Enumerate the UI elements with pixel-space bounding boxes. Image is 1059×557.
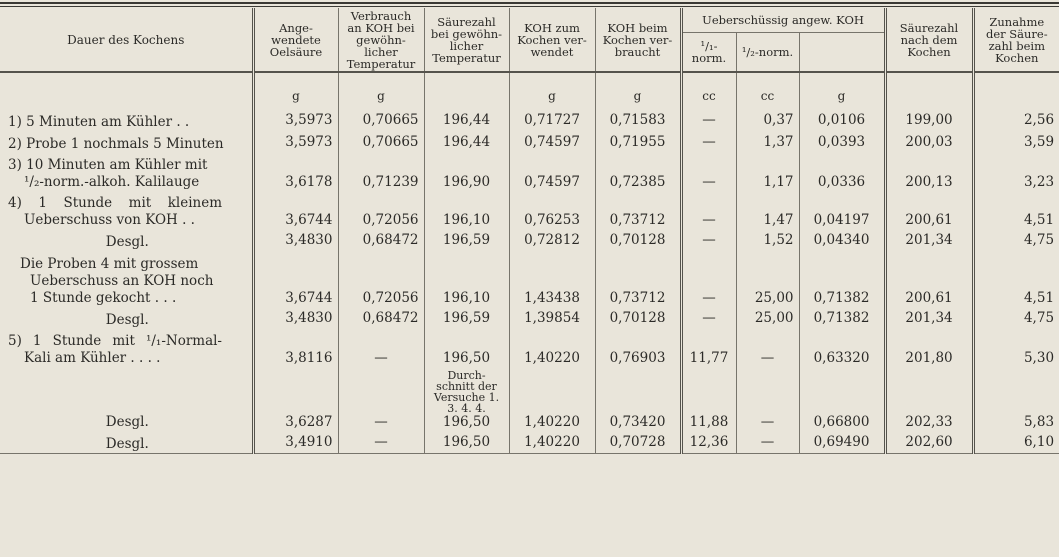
col-header-group-ueberschuss: Ueberschüssig angew. KOH xyxy=(681,8,885,33)
table-cell: 0,0393 xyxy=(799,131,885,153)
table-cell: 196,44 xyxy=(424,131,509,153)
table-cell: 4,51 xyxy=(1023,290,1055,306)
table-cell: 196,10 xyxy=(424,251,509,307)
units-cell xyxy=(424,72,509,109)
table-cell: 196,44 xyxy=(424,109,509,131)
table-cell: 0,72812 xyxy=(509,229,595,251)
table-cell: 3,5973 xyxy=(253,131,338,153)
table-row xyxy=(0,109,1059,131)
table-cell: 11,88 xyxy=(681,367,736,431)
units-cell: g xyxy=(799,72,885,109)
table-cell: 200,61 xyxy=(885,251,973,307)
table-cell: 0,37 xyxy=(736,109,799,131)
table-cell: 0,72385 xyxy=(595,153,681,191)
table-cell: 1,47 xyxy=(736,191,799,229)
table-cell: 3,5973 xyxy=(253,109,338,131)
table-row xyxy=(0,191,1059,229)
table-cell: 3,59 xyxy=(1023,133,1055,150)
row-label xyxy=(0,251,253,307)
table-cell: 0,71727 xyxy=(509,109,595,131)
table-cell: 0,71382 xyxy=(799,307,885,329)
table-row xyxy=(0,367,1059,431)
table-cell: 196,90 xyxy=(424,153,509,191)
table-cell: 3,4910 xyxy=(253,431,338,454)
table-row xyxy=(0,131,1059,153)
table-cell: 0,70665 xyxy=(338,131,424,153)
row-label: 2) Probe 1 nochmals 5 Minuten xyxy=(0,131,253,153)
table-cell: — xyxy=(338,431,424,454)
table-cell: 1,39854 xyxy=(509,307,595,329)
table-cell: 0,71382 xyxy=(799,251,885,307)
table-cell: 11,77 xyxy=(681,329,736,367)
units-cell: g xyxy=(595,72,681,109)
row-label: 1) 5 Minuten am Kühler . . xyxy=(0,109,253,131)
table-cell: 0,04197 xyxy=(799,191,885,229)
table-cell: — xyxy=(736,329,799,367)
table-cell: 25,00 xyxy=(736,307,799,329)
table-cell: 0,71955 xyxy=(595,131,681,153)
units-cell: g xyxy=(253,72,338,109)
table-cell: 3,4830 xyxy=(253,307,338,329)
col-header-zunahme: Zunahme der Säure- zahl beim Kochen xyxy=(973,8,1059,72)
results-table xyxy=(0,8,1059,454)
table-cell: 3,23 xyxy=(1023,174,1055,190)
table-cell: 0,73712 xyxy=(595,251,681,307)
table-row xyxy=(0,431,1059,454)
header-row xyxy=(0,8,1059,33)
table-row xyxy=(0,307,1059,329)
table-cell: 3,8116 xyxy=(253,329,338,367)
table-cell: 196,10 xyxy=(424,191,509,229)
table-cell: 1,43438 xyxy=(509,251,595,307)
table-cell: 0,72056 xyxy=(338,191,424,229)
table-cell: 3,4830 xyxy=(253,229,338,251)
row-label-line: Ueberschuss von KOH . . xyxy=(24,212,195,228)
col-header-dauer: Dauer des Kochens xyxy=(0,8,253,72)
row-label xyxy=(0,153,253,191)
table-row xyxy=(0,329,1059,367)
table-cell: 201,34 xyxy=(885,307,973,329)
table-cell: 200,61 xyxy=(885,191,973,229)
table-cell: — xyxy=(736,367,799,431)
table-cell: 200,03 xyxy=(885,131,973,153)
col-header-koh-verbraucht: KOH beim Kochen ver- braucht xyxy=(595,8,681,72)
table-row xyxy=(0,251,1059,307)
table-cell: 3,6287 xyxy=(253,367,338,431)
row-label xyxy=(0,191,253,229)
units-cell: cc xyxy=(681,72,736,109)
table-cell: 196,59 xyxy=(424,229,509,251)
col-header-saeurezahl: Säurezahl bei gewöhn- licher Temperatur xyxy=(424,8,509,72)
units-cell: g xyxy=(509,72,595,109)
table-cell: 1,40220 xyxy=(509,367,595,431)
row-label-line: ¹/₂-norm.-alkoh. Kalilauge xyxy=(24,174,200,190)
row-label-line: Die Proben 4 mit grossem xyxy=(20,256,199,272)
units-cell: cc xyxy=(736,72,799,109)
table-cell: — xyxy=(681,251,736,307)
table-cell: 0,70128 xyxy=(595,307,681,329)
col-header-verbrauch: Verbrauch an KOH bei gewöhn- licher Temperatur xyxy=(338,8,424,72)
table-cell: — xyxy=(338,329,424,367)
table-cell: — xyxy=(681,109,736,131)
table-cell: 196,59 xyxy=(424,307,509,329)
units-cell xyxy=(0,72,253,109)
table-cell: — xyxy=(338,367,424,431)
units-cell: g xyxy=(338,72,424,109)
table-cell: 5,83 xyxy=(1023,414,1055,430)
table-cell: — xyxy=(736,431,799,454)
top-rule xyxy=(0,2,1059,4)
table-cell: — xyxy=(681,307,736,329)
table-cell: 0,71239 xyxy=(338,153,424,191)
table-cell: 199,00 xyxy=(885,109,973,131)
table-cell: 0,72056 xyxy=(338,251,424,307)
row-label-line: Kali am Kühler . . . . xyxy=(24,350,161,366)
table-cell: 12,36 xyxy=(681,431,736,454)
col-header-norm-half: ¹/₂-norm. xyxy=(736,33,799,73)
table-cell-value: 196,50 xyxy=(442,414,491,430)
table-cell: 200,13 xyxy=(885,153,973,191)
col-header-oelsaeure: Ange- wendete Oelsäure xyxy=(253,8,338,72)
row-label xyxy=(0,329,253,367)
table-row xyxy=(0,229,1059,251)
table-cell: 0,63320 xyxy=(799,329,885,367)
row-label: Desgl. xyxy=(0,307,253,329)
table-cell: 0,76253 xyxy=(509,191,595,229)
table-cell: 1,17 xyxy=(736,153,799,191)
row-label: Desgl. xyxy=(0,229,253,251)
top-rule-thin xyxy=(0,6,1059,7)
row-label: Desgl. xyxy=(0,367,253,431)
table-cell: 201,34 xyxy=(885,229,973,251)
table-cell: 202,60 xyxy=(885,431,973,454)
table-cell: 5,30 xyxy=(1023,350,1055,366)
row-label-line: 5) 1 Stunde mit ¹/₁-Normal- xyxy=(8,333,222,349)
table-cell: 0,74597 xyxy=(509,153,595,191)
table-cell: 2,56 xyxy=(1023,111,1055,128)
table-cell: 0,04340 xyxy=(799,229,885,251)
table-cell: 1,40220 xyxy=(509,431,595,454)
table-cell: 0,71583 xyxy=(595,109,681,131)
row-label: Desgl. xyxy=(0,431,253,454)
table-cell: — xyxy=(681,229,736,251)
table-row xyxy=(0,153,1059,191)
row-label-line: 4) 1 Stunde mit kleinem xyxy=(8,195,222,211)
row-label-line: Ueberschuss an KOH noch xyxy=(30,273,214,289)
table-cell: 0,0106 xyxy=(799,109,885,131)
table-cell: 0,74597 xyxy=(509,131,595,153)
table-cell: 25,00 xyxy=(736,251,799,307)
table-cell: 1,37 xyxy=(736,131,799,153)
average-note: Durch- schnitt der Versuche 1. 3. 4. 4. xyxy=(433,369,500,415)
table-cell: 4,75 xyxy=(1023,309,1055,326)
table-cell: 202,33 xyxy=(885,367,973,431)
col-header-norm-1: ¹/₁-norm. xyxy=(681,33,736,73)
col-header-koh-verwendet: KOH zum Kochen ver- wendet xyxy=(509,8,595,72)
table-cell: 0,66800 xyxy=(799,367,885,431)
table-cell: 196,50 xyxy=(424,431,509,454)
table-cell: 0,68472 xyxy=(338,307,424,329)
table-cell: 196,50 xyxy=(424,329,509,367)
row-label-line: 1 Stunde gekocht . . . xyxy=(30,290,177,306)
table-cell: 0,76903 xyxy=(595,329,681,367)
table-cell: 1,52 xyxy=(736,229,799,251)
table-cell: — xyxy=(681,191,736,229)
table-cell: 0,73420 xyxy=(595,367,681,431)
units-cell xyxy=(973,72,1059,109)
table-cell xyxy=(424,367,509,431)
col-header-saeurezahl-nach: Säurezahl nach dem Kochen xyxy=(885,8,973,72)
table-cell: 1,40220 xyxy=(509,329,595,367)
col-header-grams xyxy=(799,33,885,73)
table-cell: 0,70128 xyxy=(595,229,681,251)
units-cell xyxy=(885,72,973,109)
table-cell: 4,51 xyxy=(1023,212,1055,228)
table-cell: 3,6178 xyxy=(253,153,338,191)
table-cell: 3,6744 xyxy=(253,251,338,307)
table-cell: — xyxy=(681,153,736,191)
units-row xyxy=(0,72,1059,109)
table-cell: 0,0336 xyxy=(799,153,885,191)
table-cell: 6,10 xyxy=(973,431,1059,454)
table-cell: 4,75 xyxy=(1023,231,1055,248)
table-cell: 0,68472 xyxy=(338,229,424,251)
table-cell: 0,70665 xyxy=(338,109,424,131)
table-cell: 3,6744 xyxy=(253,191,338,229)
row-label-line: 3) 10 Minuten am Kühler mit xyxy=(8,157,208,173)
table-cell: 201,80 xyxy=(885,329,973,367)
table-cell: 0,69490 xyxy=(799,431,885,454)
table-cell: 0,73712 xyxy=(595,191,681,229)
table-cell: 0,70728 xyxy=(595,431,681,454)
table-cell: — xyxy=(681,131,736,153)
